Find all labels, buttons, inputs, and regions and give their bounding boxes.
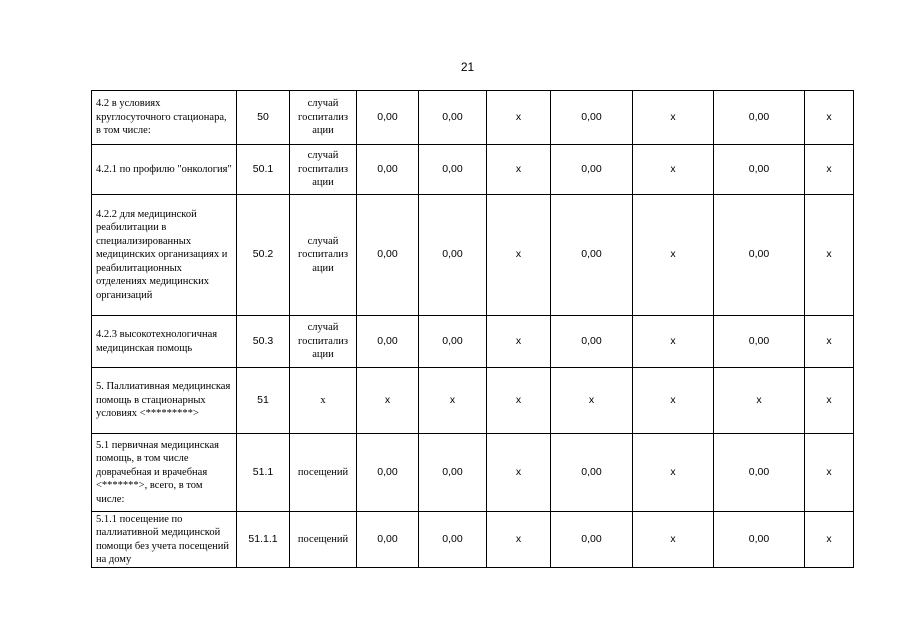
table-row <box>92 316 854 368</box>
table-row <box>92 434 854 512</box>
row-unit: случай госпитализ ации <box>290 91 357 145</box>
row-unit: случай госпитализ ации <box>290 316 357 368</box>
cell-value: х <box>633 316 714 368</box>
table-row <box>92 145 854 195</box>
cell-value: 0,00 <box>551 512 633 568</box>
cell-value: 0,00 <box>357 512 419 568</box>
cell-value: 0,00 <box>714 91 805 145</box>
row-code: 50.1 <box>237 145 290 195</box>
row-unit: случай госпитализ ации <box>290 195 357 316</box>
cell-value: х <box>487 195 551 316</box>
table-row <box>92 195 854 316</box>
cell-value: 0,00 <box>419 91 487 145</box>
cell-value: х <box>419 368 487 434</box>
page-number: 21 <box>460 60 475 74</box>
cell-value: х <box>487 316 551 368</box>
cell-value: х <box>487 91 551 145</box>
cell-value: х <box>714 368 805 434</box>
cell-value: х <box>633 368 714 434</box>
cell-value: х <box>805 434 854 512</box>
cell-value: 0,00 <box>419 316 487 368</box>
data-table <box>91 90 854 568</box>
cell-value: х <box>357 368 419 434</box>
cell-value: 0,00 <box>357 145 419 195</box>
table-body <box>92 91 854 568</box>
cell-value: 0,00 <box>551 434 633 512</box>
cell-value: 0,00 <box>419 195 487 316</box>
row-code: 50.3 <box>237 316 290 368</box>
cell-value: х <box>551 368 633 434</box>
table-row <box>92 512 854 568</box>
cell-value: х <box>633 434 714 512</box>
row-code: 50.2 <box>237 195 290 316</box>
row-name: 4.2 в условиях круглосуточного стационара, в том числе: <box>92 91 237 145</box>
cell-value: х <box>487 512 551 568</box>
cell-value: х <box>805 512 854 568</box>
cell-value: х <box>633 195 714 316</box>
row-code: 51.1.1 <box>237 512 290 568</box>
row-code: 50 <box>237 91 290 145</box>
cell-value: х <box>805 91 854 145</box>
cell-value: 0,00 <box>714 195 805 316</box>
row-name: 5.1 первичная медицинская помощь, в том числе доврачебная и врачебная <*******>, всего, в том числе: <box>92 434 237 512</box>
row-unit: случай госпитализ ации <box>290 145 357 195</box>
row-name: 4.2.3 высокотехнологичная медицинская помощь <box>92 316 237 368</box>
table-row <box>92 368 854 434</box>
cell-value: х <box>805 316 854 368</box>
row-name: 5.1.1 посещение по паллиативной медицинской помощи без учета посещений на дому <box>92 512 237 568</box>
row-code: 51.1 <box>237 434 290 512</box>
cell-value: 0,00 <box>714 512 805 568</box>
cell-value: 0,00 <box>714 316 805 368</box>
cell-value: х <box>487 145 551 195</box>
cell-value: х <box>805 195 854 316</box>
table-row <box>92 91 854 145</box>
cell-value: 0,00 <box>357 195 419 316</box>
row-unit: х <box>290 368 357 434</box>
cell-value: х <box>487 368 551 434</box>
cell-value: 0,00 <box>551 145 633 195</box>
cell-value: 0,00 <box>419 145 487 195</box>
cell-value: 0,00 <box>551 195 633 316</box>
cell-value: х <box>487 434 551 512</box>
cell-value: х <box>633 91 714 145</box>
row-name: 5. Паллиативная медицинская помощь в стационарных условиях <*********> <box>92 368 237 434</box>
row-name: 4.2.1 по профилю "онкология" <box>92 145 237 195</box>
row-code: 51 <box>237 368 290 434</box>
row-unit: посещений <box>290 512 357 568</box>
cell-value: 0,00 <box>419 434 487 512</box>
cell-value: х <box>805 145 854 195</box>
cell-value: х <box>633 145 714 195</box>
row-unit: посещений <box>290 434 357 512</box>
cell-value: х <box>633 512 714 568</box>
cell-value: 0,00 <box>357 316 419 368</box>
cell-value: 0,00 <box>551 91 633 145</box>
cell-value: 0,00 <box>551 316 633 368</box>
cell-value: х <box>805 368 854 434</box>
cell-value: 0,00 <box>714 145 805 195</box>
cell-value: 0,00 <box>357 91 419 145</box>
row-name: 4.2.2 для медицинской реабилитации в специализированных медицинских организациях и реабилитационных отделениях медицинских организаций <box>92 195 237 316</box>
cell-value: 0,00 <box>419 512 487 568</box>
cell-value: 0,00 <box>357 434 419 512</box>
cell-value: 0,00 <box>714 434 805 512</box>
